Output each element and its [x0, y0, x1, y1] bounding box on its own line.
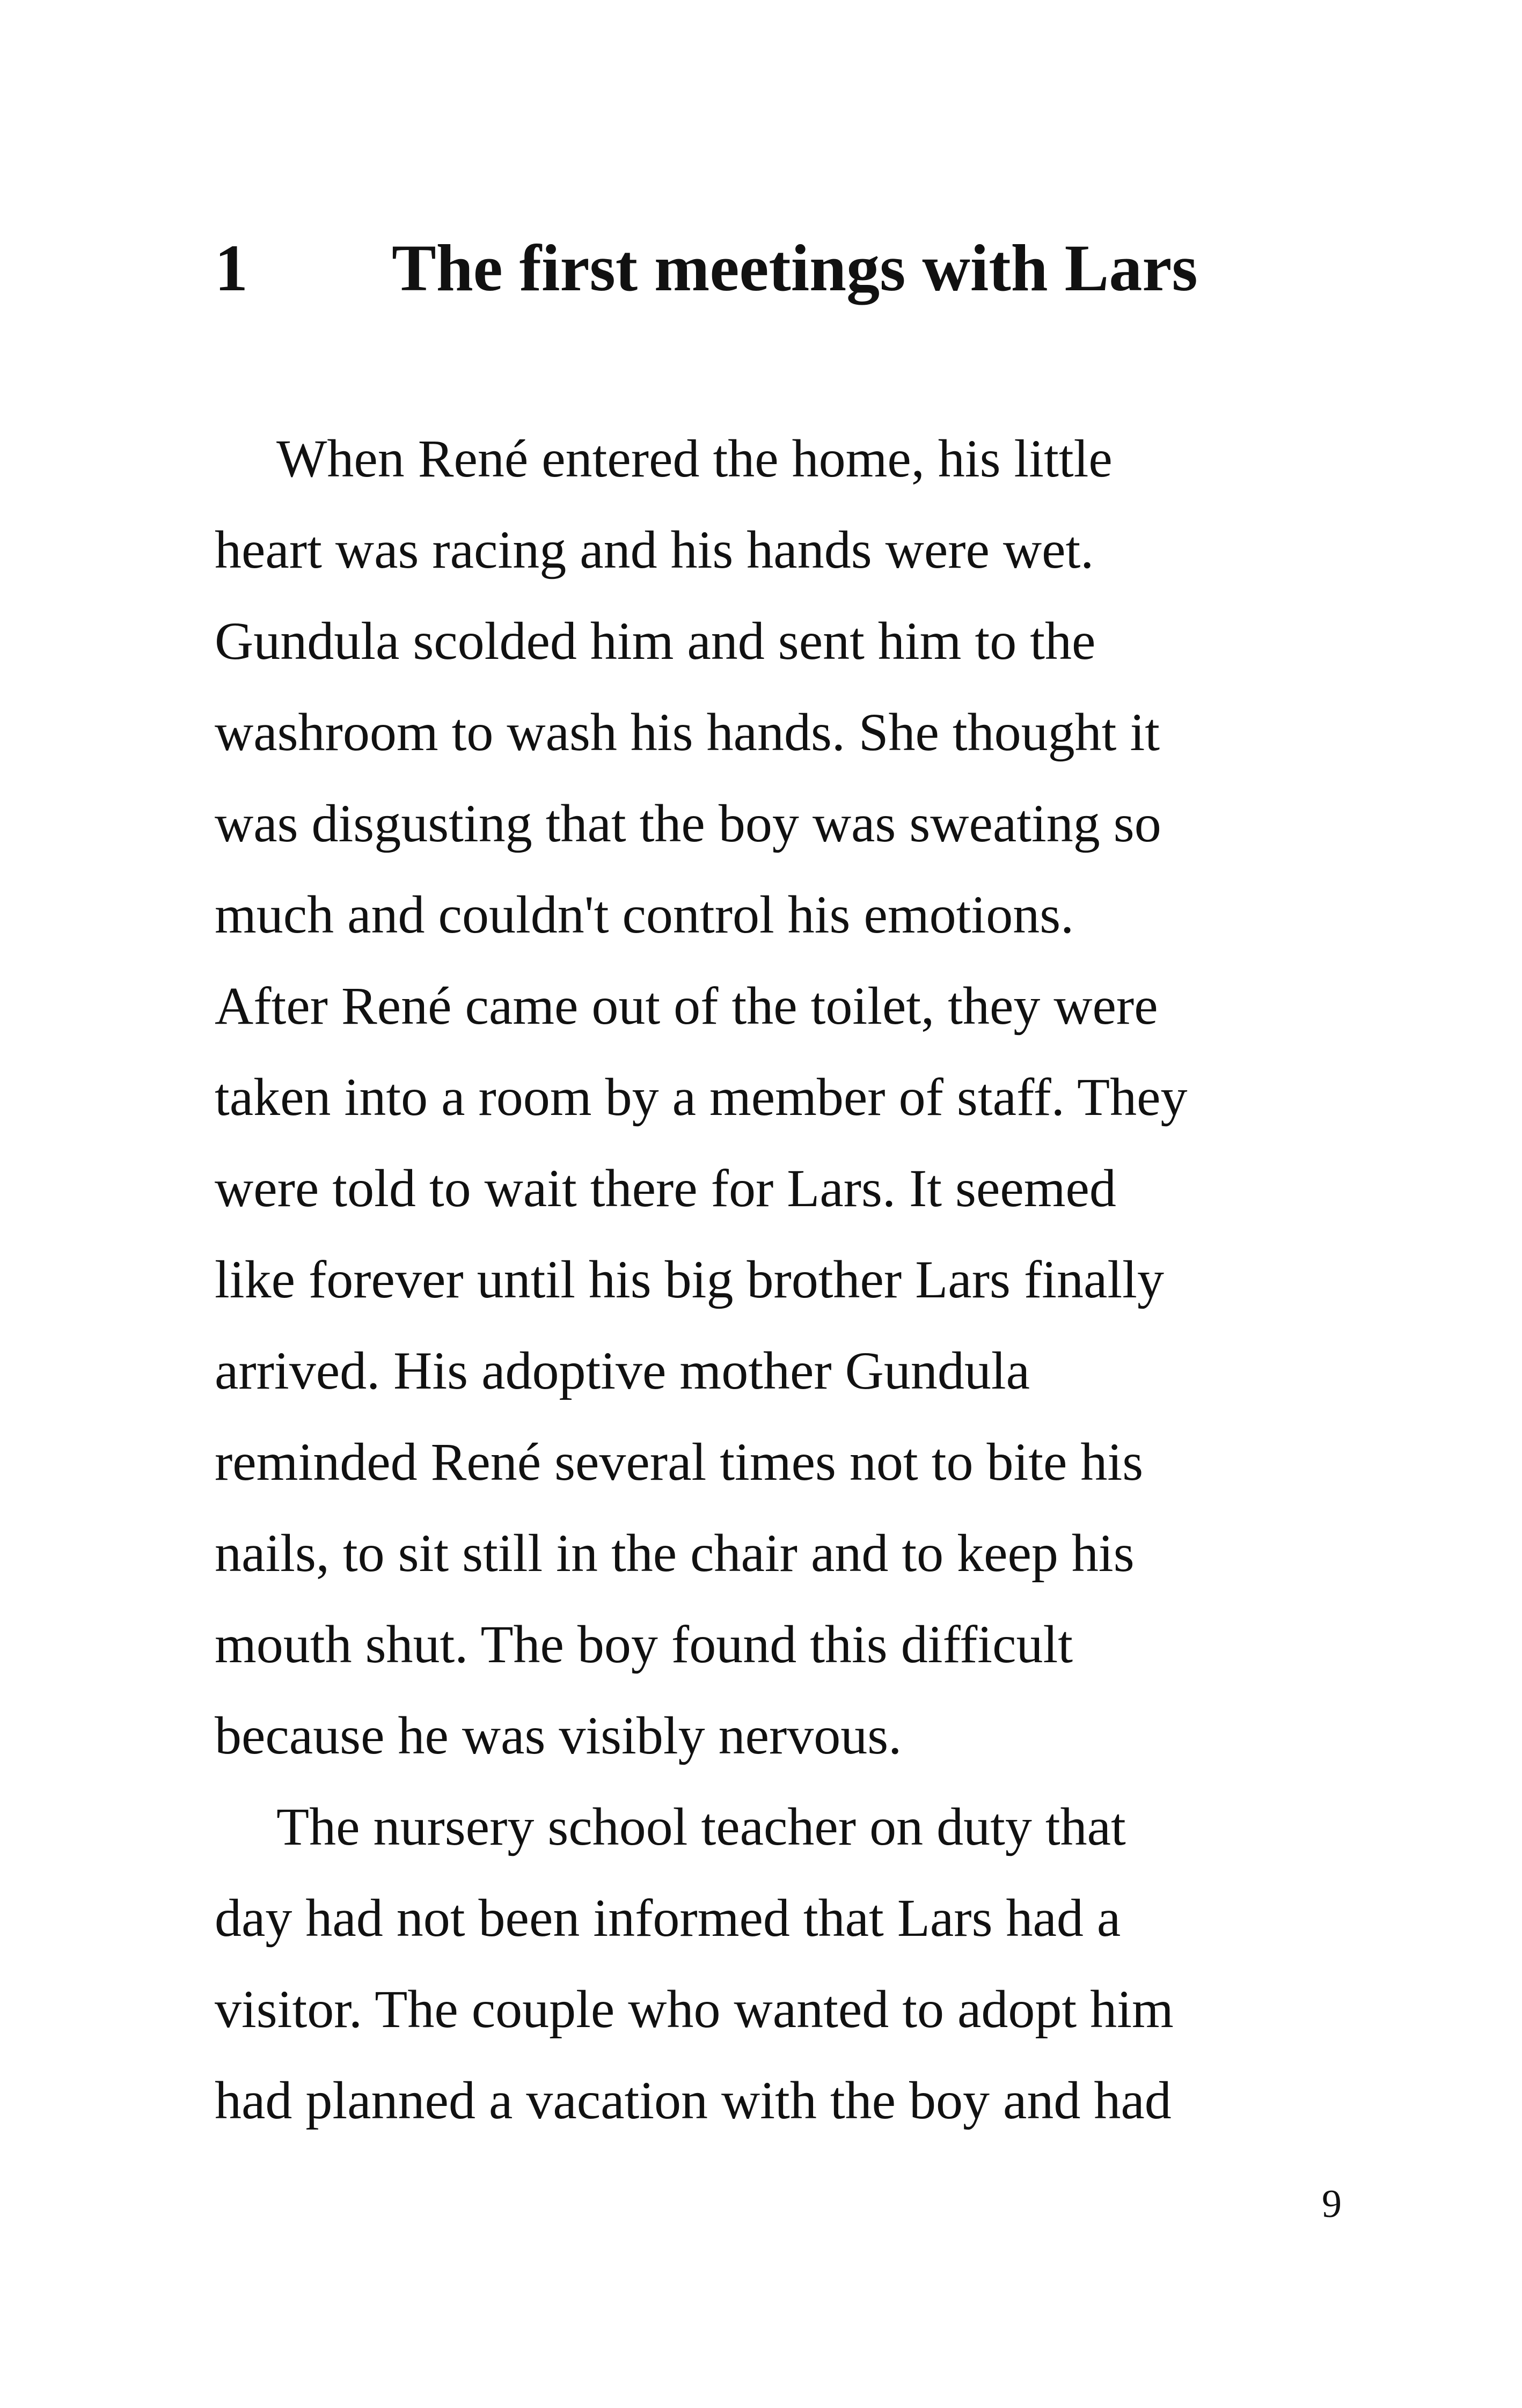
text-line: day had not been informed that Lars had a — [215, 1888, 1121, 1948]
chapter-title: The first meetings with Lars — [392, 231, 1198, 305]
text-line: After René came out of the toilet, they were — [215, 976, 1158, 1036]
text-line: arrived. His adoptive mother Gundula — [215, 1341, 1030, 1400]
text-line: visitor. The couple who wanted to adopt him — [215, 1979, 1174, 2039]
text-line: had planned a vacation with the boy and had — [215, 2071, 1172, 2130]
text-line: heart was racing and his hands were wet. — [215, 520, 1094, 579]
text-line: like forever until his big brother Lars finally — [215, 1250, 1164, 1309]
text-line: much and couldn't control his emotions. — [215, 885, 1074, 944]
text-line: reminded René several times not to bite his — [215, 1432, 1144, 1492]
body-text — [215, 413, 1342, 2146]
text-line: was disgusting that the boy was sweating so — [215, 794, 1161, 853]
text-line: taken into a room by a member of staff. They — [215, 1067, 1188, 1127]
text-line: washroom to wash his hands. She thought it — [215, 702, 1160, 762]
chapter-number: 1 — [215, 231, 248, 305]
page-number: 9 — [1322, 2182, 1342, 2226]
text-line: The nursery school teacher on duty that — [276, 1797, 1126, 1856]
text-line: were told to wait there for Lars. It seemed — [215, 1158, 1116, 1218]
text-line: because he was visibly nervous. — [215, 1706, 902, 1765]
text-line: Gundula scolded him and sent him to the — [215, 611, 1096, 671]
text-line: nails, to sit still in the chair and to keep his — [215, 1523, 1135, 1583]
chapter-heading — [215, 225, 1342, 311]
text-line: When René entered the home, his little — [276, 429, 1113, 488]
text-line: mouth shut. The boy found this difficult — [215, 1614, 1073, 1674]
